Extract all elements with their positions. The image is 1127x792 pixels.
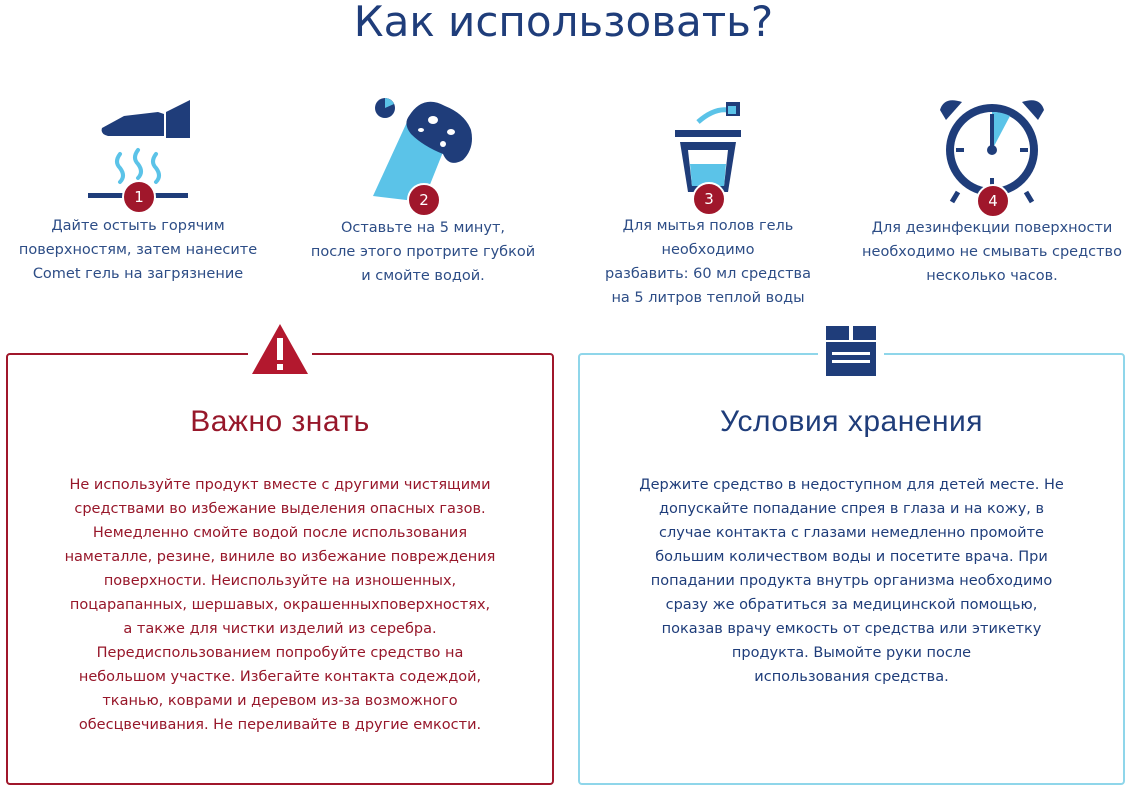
info-line: Передиспользованием попробуйте средство на <box>96 645 464 661</box>
step-description <box>293 216 553 288</box>
step-line: после этого протрите губкой <box>310 244 536 260</box>
warning-triangle-icon <box>248 322 312 378</box>
step-line: разбавить: 60 мл средства <box>605 266 811 282</box>
page-title: Как использовать? <box>353 0 774 46</box>
step-line: на 5 литров теплой воды <box>611 290 805 306</box>
info-line: случае контакта с глазами немедленно промойте <box>659 525 1044 541</box>
storage-conditions-text <box>620 473 1083 689</box>
info-line: Не используйте продукт вместе с другими чистящими <box>69 477 491 493</box>
info-line: продукта. Вымойте руки после <box>731 645 972 661</box>
step-description <box>8 214 268 286</box>
step-line: необходимо не смывать средство <box>862 244 1122 260</box>
step-number-badge: 2 <box>407 183 441 217</box>
info-line: тканью, коврами и деревом из-за возможного <box>102 693 458 709</box>
step-number-badge: 3 <box>692 182 726 216</box>
step-description <box>862 216 1122 288</box>
step-number-badge: 1 <box>122 180 156 214</box>
info-line: а также для чистки изделий из серебра. <box>123 621 437 637</box>
storage-conditions-panel <box>578 353 1125 785</box>
info-line: наметалле, резине, виниле во избежание повреждения <box>64 549 496 565</box>
step-line: несколько часов. <box>926 268 1058 284</box>
step-line: поверхностям, затем нанесите <box>18 242 258 258</box>
info-line: обесцвечивания. Не переливайте в другие емкости. <box>78 717 482 733</box>
info-line: поцарапанных, шершавых, окрашенныхповерхностях, <box>69 597 491 613</box>
step-description <box>578 214 838 310</box>
info-line: использования средства. <box>754 669 949 685</box>
step-line: Comet гель на загрязнение <box>32 266 244 282</box>
info-line: сразу же обратиться за медицинской помощью, <box>665 597 1038 613</box>
important-info-panel <box>6 353 554 785</box>
info-line: Держите средство в недоступном для детей месте. Не <box>639 477 1064 493</box>
storage-conditions-title: Условия хранения <box>719 405 984 438</box>
info-line: большим количеством воды и посетите врача. При <box>655 549 1048 565</box>
step-line: Для мытья полов гель необходимо <box>622 218 794 258</box>
storage-box-icon <box>818 322 884 378</box>
important-info-title: Важно знать <box>190 405 370 438</box>
important-info-text <box>48 473 512 737</box>
info-line: попадании продукта внутрь организма необходимо <box>650 573 1053 589</box>
info-line: средствами во избежание выделения опасных газов. <box>74 501 486 517</box>
info-line: поверхности. Неиспользуйте на изношенных, <box>103 573 457 589</box>
info-line: показав врачу емкость от средства или этикетку <box>661 621 1042 637</box>
step-line: и смойте водой. <box>361 268 485 284</box>
step-line: Для дезинфекции поверхности <box>871 220 1113 236</box>
info-line: небольшом участке. Избегайте контакта содеждой, <box>78 669 482 685</box>
step-line: Оставьте на 5 минут, <box>340 220 506 236</box>
step-number-badge: 4 <box>976 184 1010 218</box>
info-line: Немедленно смойте водой после использования <box>92 525 468 541</box>
info-line: допускайте попадание спрея в глаза и на кожу, в <box>658 501 1045 517</box>
step-line: Дайте остыть горячим <box>51 218 225 234</box>
